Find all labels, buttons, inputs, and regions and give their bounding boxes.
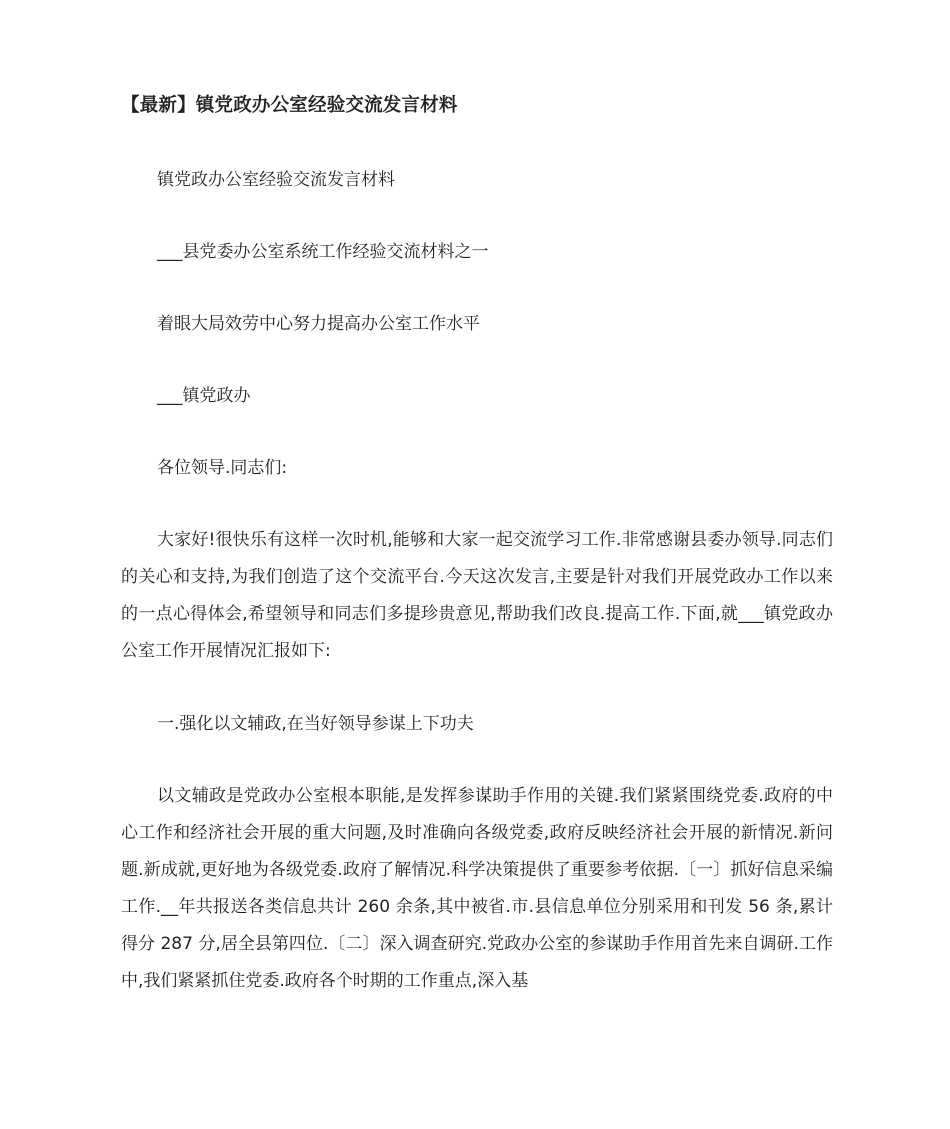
document-body: [121, 88, 833, 1036]
paragraph-subtitle: ___县党委办公室系统工作经验交流材料之一: [157, 242, 489, 262]
document-title: 【最新】镇党政办公室经验交流发言材料: [121, 95, 458, 116]
paragraph-section-heading: 一.强化以文辅政,在当好领导参谋上下功夫: [157, 714, 474, 734]
paragraph-theme: 着眼大局效劳中心努力提高办公室工作水平: [157, 314, 480, 334]
paragraph-author: ___镇党政办: [157, 386, 251, 406]
paragraph-salutation: 各位领导.同志们:: [157, 458, 288, 478]
paragraph-section-body: 以文辅政是党政办公室根本职能,是发挥参谋助手作用的关键.我们紧紧围绕党委.政府的中心工作和经济社会开展的重大问题,及时准确向各级党委,政府反映经济社会开展的新情况.新问题.新成就,更好地为各级党委.政府了解情况.科学决策提供了重要参考依据.〔一〕抓好信息采编工作.__年共报送各类信息共计 260 余条,其中被省.市.县信息单位分别采用和刊发 56 条,累计得分 287 分,居全县第四位.〔二〕深入调查研究.党政办公室的参谋助手作用首先来自调研.工作中,我们紧紧抓住党委.政府各个时期的工作重点,深入基: [121, 786, 833, 991]
paragraph-heading: 镇党政办公室经验交流发言材料: [157, 170, 395, 190]
paragraph-opening: 大家好!很快乐有这样一次时机,能够和大家一起交流学习工作.非常感谢县委办领导.同志们的关心和支持,为我们创造了这个交流平台.今天这次发言,主要是针对我们开展党政办工作以来的一点心得体会,希望领导和同志们多提珍贵意见,帮助我们改良.提高工作.下面,就___镇党政办公室工作开展情况汇报如下:: [121, 530, 833, 661]
